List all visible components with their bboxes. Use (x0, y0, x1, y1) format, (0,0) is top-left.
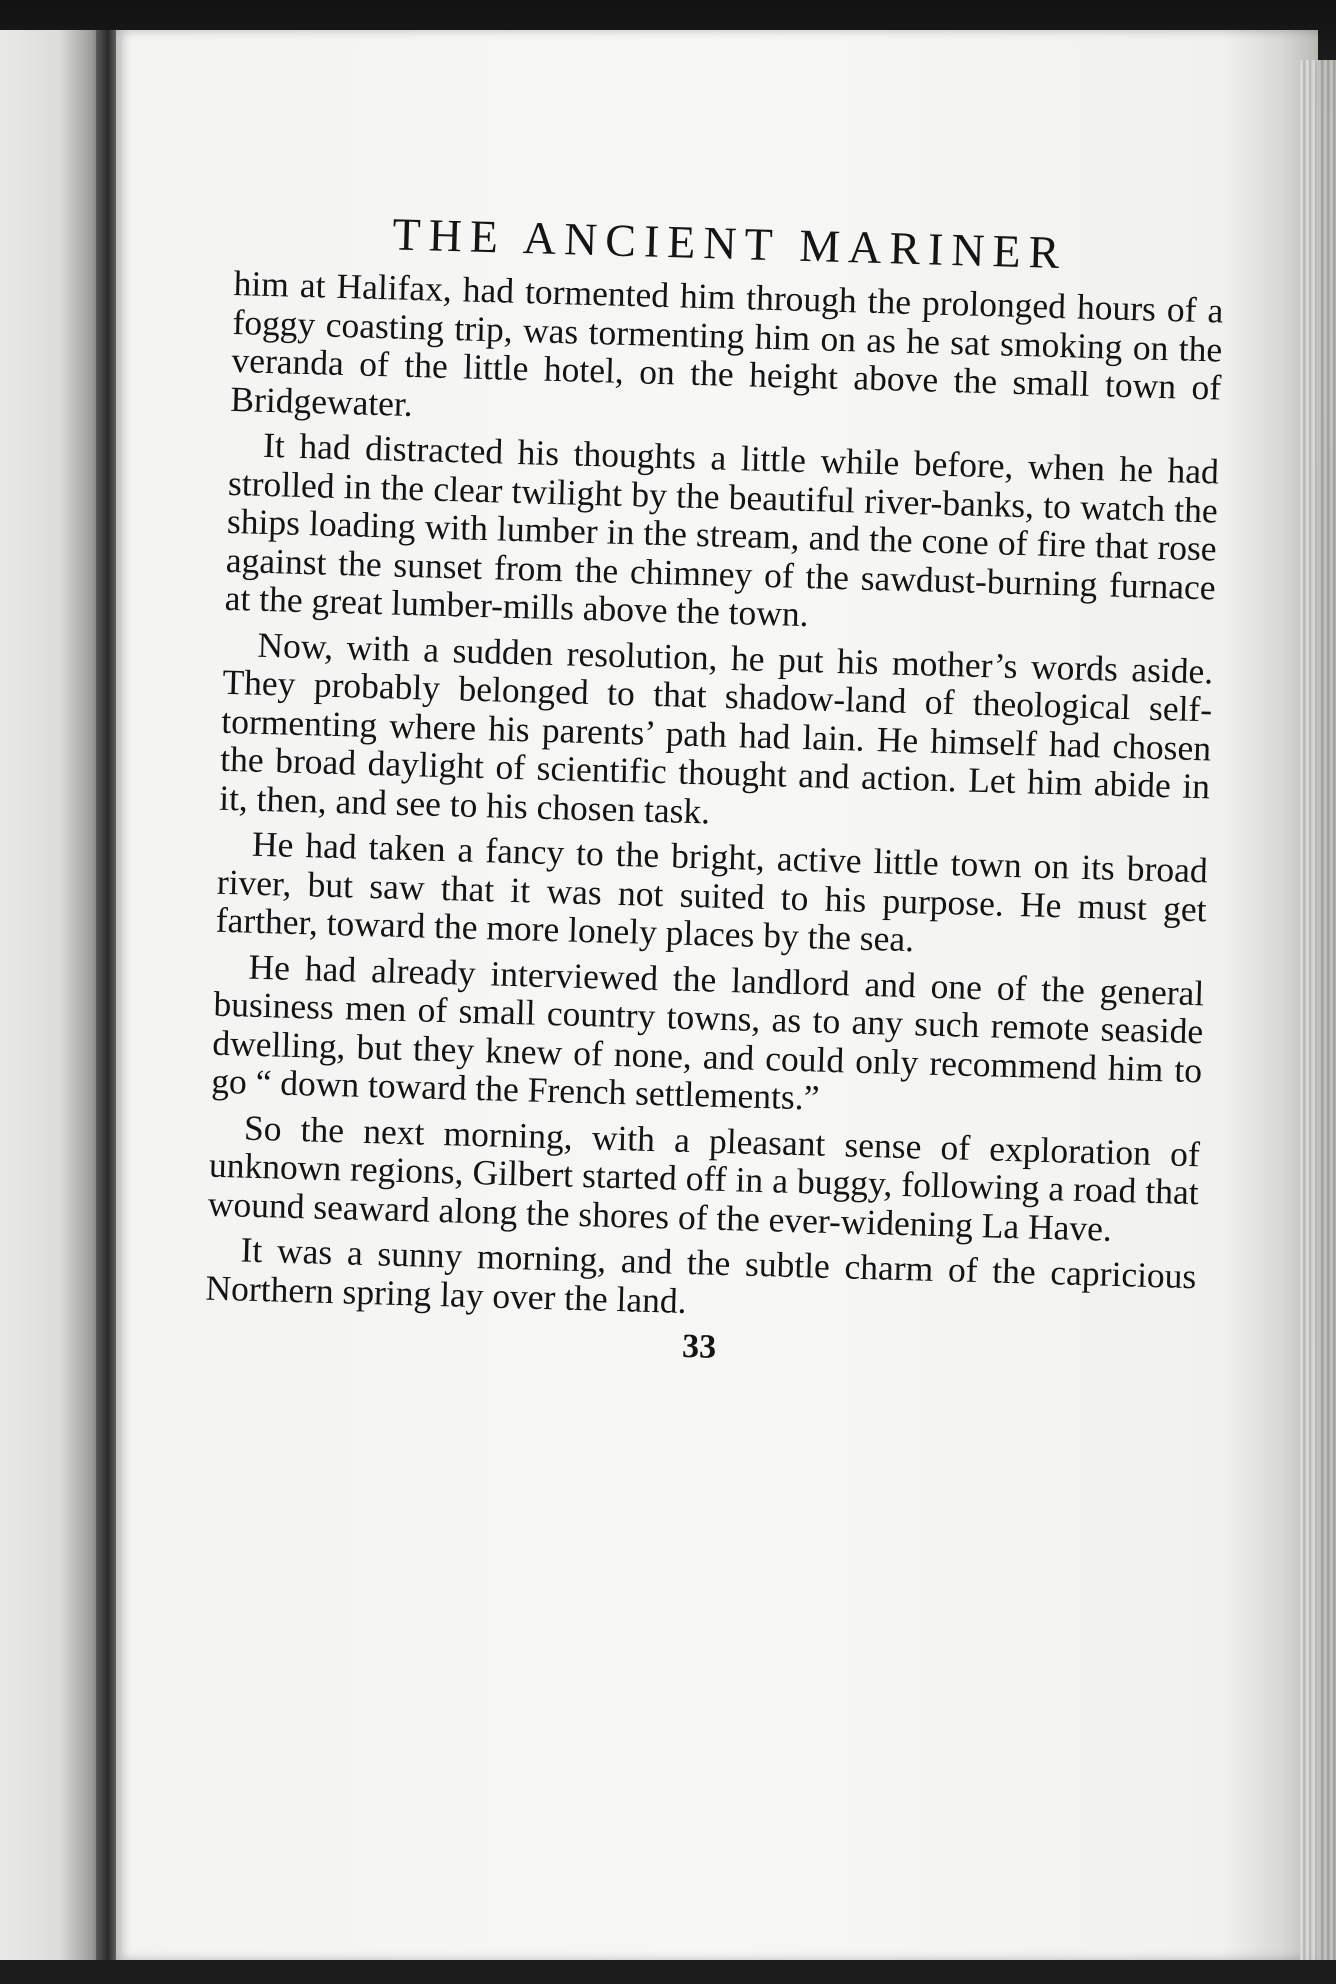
paragraph: So the next morning, with a pleasant sense of exploration of unknown regions, Gilbert started off in a buggy, following a road that wound seaward along the shores of the ever-widening La Have. (207, 1107, 1201, 1249)
paragraph: It was a sunny morning, and the subtle charm of the capricious Northern spring lay over the land. (205, 1229, 1197, 1321)
paragraph: He had taken a fancy to the bright, active little town on its broad river, but saw that it was not suited to his purpose. He must get farther, toward the more lonely places by the sea. (215, 823, 1209, 960)
body-text (205, 264, 1224, 1334)
page-content (204, 200, 1226, 1381)
paragraph: It had distracted his thoughts a little while before, when he had strolled in the clear twilight by the beautiful river-banks, to watch the ships loading with lumber in the stream, and the cone of fire that rose against the sunset from the chimney of the sawdust-burning furnace at the great lumber-mills above the town. (224, 424, 1220, 635)
facing-page-edge (0, 30, 108, 1960)
page-edges-stack (1300, 60, 1336, 1960)
page-number: 33 (681, 1327, 717, 1366)
running-head: THE ANCIENT MARINER (391, 208, 1069, 279)
paragraph: He had already interviewed the landlord and one of the general business men of small country towns, as to any such remote seaside dwelling, but they knew of none, and could only recommend him to go “ down toward the French settlements.” (210, 946, 1205, 1118)
book-page (116, 30, 1318, 1960)
paragraph: him at Halifax, had tormented him through the prolonged hours of a foggy coasting trip, was tormenting him on as he sat smoking on the veranda of the little hotel, on the height above the small town of Bridgewater. (229, 262, 1224, 424)
paragraph: Now, with a sudden resolution, he put his mother’s words aside. They probably belonged to that shadow-land of theological self-tormenting where his parents’ path had lain. He himself had chosen the broad daylight of scientific thought and action. Let him abide in it, then, and see to his chosen task. (218, 624, 1214, 831)
